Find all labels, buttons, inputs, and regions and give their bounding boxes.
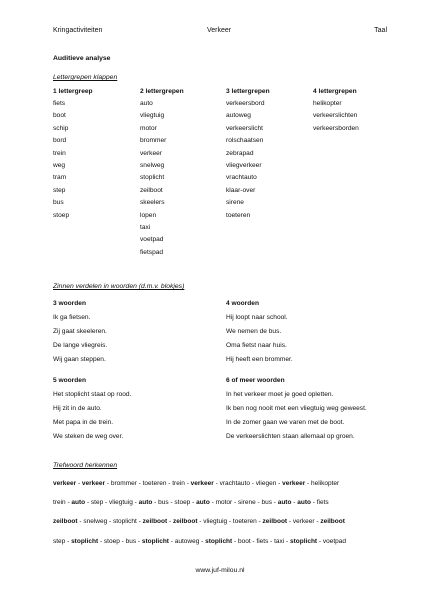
footer-url: www.juf-milou.nl [195,567,245,574]
keyword-highlight: zeilboot [53,518,78,525]
word-segment: - step - vliegtuig - [85,499,139,506]
sentence-item: In het verkeer moet je goed opletten. [226,391,334,398]
group-heading: 5 woorden [53,377,86,384]
sentence-item: In de zomer gaan we varen met de boot. [226,418,345,426]
keyword-highlight: auto [297,499,311,506]
sentence-item: Hij loopt naar school. [226,314,288,321]
word-item: trein [53,149,66,157]
word-item: zeilboot [140,186,163,194]
section-title-zinnen: Zinnen verdelen in woorden (d.m.v. blokjes) [53,283,185,290]
keyword-highlight: verkeer [53,480,77,487]
keyword-highlight: zeilboot [142,518,168,525]
sentence-item: Hij heeft een brommer. [226,355,293,363]
column-heading: 4 lettergrepen [313,88,357,95]
word-item: snelweg [140,161,165,169]
word-item: weg [53,161,66,169]
keyword-highlight: stoplicht [290,538,318,545]
sentence-item: De lange vliegreis. [53,341,108,349]
word-item: vrachtauto [226,174,257,182]
word-segment: - stoep - bus - [98,538,142,545]
word-item: verkeerslichten [313,112,358,120]
column-heading: 3 lettergrepen [226,88,270,95]
keyword-highlight: zeilboot [172,518,198,525]
word-segment: - [291,499,298,506]
word-item: fiets [53,100,66,107]
word-segment: - verkeer - [287,518,321,525]
word-segment: - vliegtuig - toeteren - [197,518,263,525]
keyword-highlight: auto [71,499,86,506]
word-item: klaar-over [226,186,256,194]
word-item: voetpad [140,236,164,244]
column-heading: 1 lettergreep [53,88,93,95]
word-segment: step - [53,538,72,545]
keyword-highlight: auto [196,499,210,506]
word-item: auto [140,100,153,107]
sentence-item: Wij gaan steppen. [53,355,106,363]
sentence-item: We nemen de bus. [226,327,282,335]
keyword-highlight: verkeer [190,480,214,487]
keyword-line [53,518,393,526]
keyword-line [53,499,393,507]
section-title-lettergrepen: Lettergrepen klappen [53,74,118,81]
sentence-group [226,300,436,370]
syllable-column [226,88,316,224]
word-item: helikopter [313,100,342,107]
sentence-item: De verkeerslichten staan allemaal op groen. [226,432,355,440]
keyword-line [53,538,393,546]
keyword-highlight: verkeer [282,480,306,487]
word-item: verkeersborden [313,124,359,132]
word-segment: - motor - sirene - bus - [209,499,278,506]
keyword-highlight: verkeer [81,480,106,487]
sentence-item: Het stoplicht staat op rood. [53,391,132,398]
word-item: rolschaatsen [226,137,264,145]
keyword-highlight: stoplicht [205,538,233,545]
keyword-highlight: zeilboot [262,518,288,525]
word-segment: - bus - stoep - [152,499,197,506]
group-heading: 4 woorden [226,300,259,307]
keyword-highlight: auto [138,499,153,506]
word-segment: - helikopter [305,480,340,487]
header-center: Verkeer [207,27,232,34]
header-left: Kringactiviteiten [53,27,103,34]
word-segment: trein - [53,499,72,506]
word-item: step [53,186,66,194]
keyword-highlight: auto [277,499,292,506]
keyword-highlight: stoplicht [71,538,99,545]
word-item: skeelers [140,199,165,207]
word-item: stoep [53,211,70,219]
page-title: Auditieve analyse [53,55,111,62]
group-heading: 3 woorden [53,300,86,307]
word-segment: - boot - fiets - taxi - [232,538,290,545]
word-item: verkeer [140,149,162,157]
sentence-item: Zij gaat skeeleren. [53,327,107,335]
word-item: bord [53,137,67,145]
word-item: bus [53,199,64,207]
word-item: lopen [140,211,157,219]
column-heading: 2 lettergrepen [140,88,184,95]
syllable-column [140,88,230,261]
sentence-item: Oma fietst naar huis. [226,341,287,349]
word-item: motor [140,124,157,132]
sentence-item: Hij zit in de auto. [53,404,102,412]
syllable-column [53,88,143,224]
word-segment: - snelweg - stoplicht - [77,518,143,525]
section-title-trefwoord: Trefwoord herkennen [53,462,118,469]
keyword-highlight: stoplicht [141,538,169,545]
word-segment: - voetpad [317,538,347,545]
word-segment: - autoweg - [168,538,206,545]
sentence-item: Ik ga fietsen. [53,314,91,321]
sentence-item: Met papa in de trein. [53,418,114,426]
word-segment: - brommer - toeteren - trein - [105,480,191,487]
word-item: verkeersbord [226,100,265,107]
word-item: autoweg [226,112,251,120]
word-item: sirene [226,199,244,207]
word-item: verkeerslicht [226,124,264,132]
word-item: tram [53,174,67,182]
word-item: boot [53,112,66,120]
keyword-line [53,480,393,488]
word-segment: - [167,518,173,525]
word-segment: - vrachtauto - vliegen - [213,480,283,487]
sentence-item: We steken de weg over. [53,432,124,440]
word-item: taxi [140,223,151,231]
sentence-group [226,377,436,447]
sentence-item: Ik ben nog nooit met een vliegtuig weg geweest. [226,404,367,412]
keyword-highlight: zeilboot [320,518,345,525]
word-item: schip [53,124,69,132]
word-item: brommer [140,137,167,145]
group-heading: 6 of meer woorden [226,377,285,384]
word-item: vliegverkeer [226,161,262,169]
word-segment: - [76,480,82,487]
word-item: vliegtuig [140,112,165,120]
word-item: stoplicht [140,174,165,182]
syllable-column [313,88,403,137]
word-segment: - fiets [310,499,329,506]
header-right: Taal [374,27,387,34]
word-item: zebrapad [226,149,254,157]
word-item: toeteren [226,211,251,219]
word-item: fietspad [140,248,164,256]
